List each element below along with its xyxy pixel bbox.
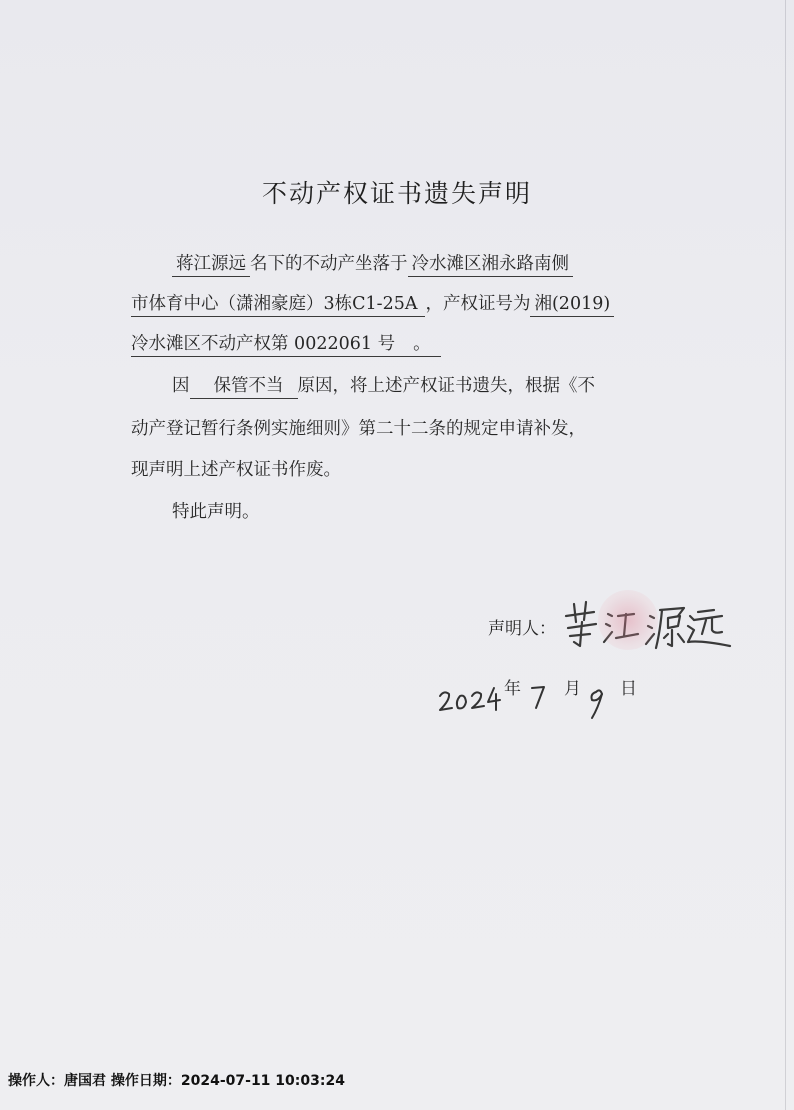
declarant-label: 声明人：	[488, 619, 556, 639]
paragraph2-line3: 现声明上述产权证书作废。	[131, 460, 341, 480]
signature-area	[560, 586, 740, 658]
handwritten-date-strokes	[436, 672, 666, 728]
owner-suffix-text: 名下的不动产坐落于	[250, 254, 408, 274]
reason-field: 保管不当	[190, 375, 298, 399]
cert-number-text: 冷水滩区不动产权第 0022061 号	[131, 334, 396, 354]
closing-text: 特此声明。	[172, 502, 260, 522]
reason-prefix-text: 因	[172, 376, 190, 396]
date-year-suffix: 年	[504, 679, 521, 699]
date-day-suffix: 日	[620, 679, 637, 699]
paragraph2-line2: 动产登记暂行条例实施细则》第二十二条的规定申请补发，	[131, 419, 586, 439]
cert-field-part2	[131, 333, 441, 357]
reason-suffix-text: 原因，将上述产权证书遗失，根据《不	[297, 376, 595, 396]
operator-footer: 操作人：唐国君 操作日期：2024-07-11 10:03:24	[8, 1073, 345, 1089]
address-field-part1: 冷水滩区湘永路南侧	[408, 253, 574, 277]
paragraph1-line3	[131, 332, 441, 357]
handwritten-date	[436, 672, 666, 728]
document-title: 不动产权证书遗失声明	[261, 179, 532, 208]
paragraph1-line2	[131, 292, 614, 317]
owner-name-field: 蒋江源远	[172, 253, 250, 277]
paragraph1-line1	[172, 252, 573, 277]
date-month-suffix: 月	[564, 679, 581, 699]
cert-field-part1: 湘(2019)	[530, 293, 614, 317]
address-field-part2: 市体育中心（潇湘豪庭）3栋C1-25A	[131, 293, 425, 317]
period-text: 。	[413, 334, 431, 354]
red-seal-mark	[598, 590, 658, 650]
paragraph2-line1	[172, 374, 595, 399]
cert-label-text: ，产权证号为	[425, 294, 531, 314]
